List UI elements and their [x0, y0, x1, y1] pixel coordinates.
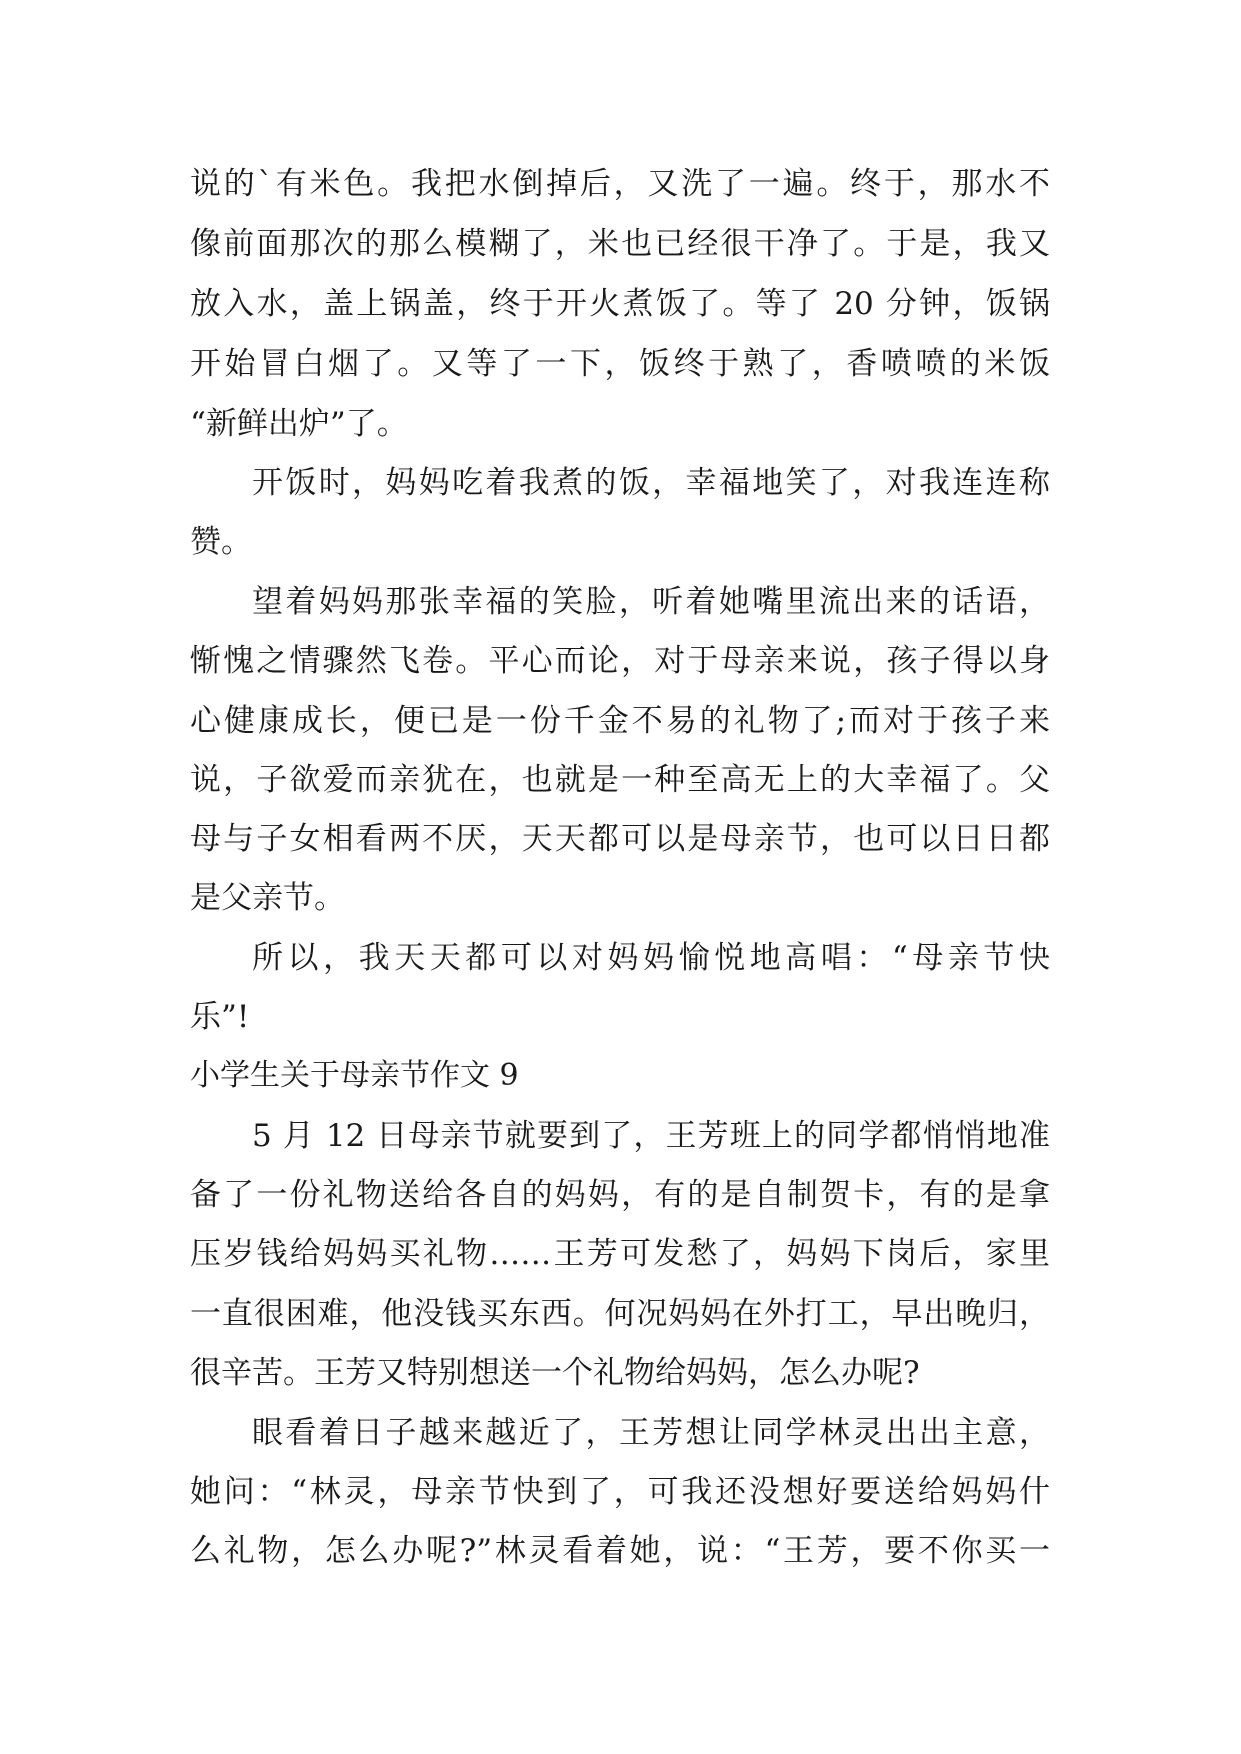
text-line: 乐”!	[190, 999, 250, 1035]
text-line: 说的`有米色。我把水倒掉后，又洗了一遍。终于，那水不	[190, 166, 1050, 202]
text-line: 5 月 12 日母亲节就要到了，王芳班上的同学都悄悄地准	[252, 1118, 1050, 1154]
text-line: 像前面那次的那么模糊了，米也已经很干净了。于是，我又	[190, 226, 1050, 262]
text-line: 压岁钱给妈妈买礼物……王芳可发愁了，妈妈下岗后，家里	[190, 1236, 1050, 1272]
text-line: 她问：“林灵，母亲节快到了，可我还没想好要送给妈妈什	[190, 1474, 1050, 1510]
text-line: 赞。	[190, 524, 252, 560]
text-line: 很辛苦。王芳又特别想送一个礼物给妈妈，怎么办呢?	[190, 1355, 920, 1391]
text-line: 备了一份礼物送给各自的妈妈，有的是自制贺卡，有的是拿	[190, 1177, 1050, 1213]
text-line: 所以，我天天都可以对妈妈愉悦地高唱：“母亲节快	[252, 940, 1050, 976]
text-line: 是父亲节。	[190, 880, 345, 916]
text-line: 开始冒白烟了。又等了一下，饭终于熟了，香喷喷的米饭	[190, 346, 1050, 382]
text-line: 一直很困难，他没钱买东西。何况妈妈在外打工，早出晚归，	[190, 1296, 1050, 1332]
text-line: 开饭时，妈妈吃着我煮的饭，幸福地笑了，对我连连称	[252, 465, 1050, 501]
text-line: 望着妈妈那张幸福的笑脸，听着她嘴里流出来的话语，	[252, 584, 1050, 620]
text-line: “新鲜出炉”了。	[190, 406, 408, 442]
text-line: 放入水，盖上锅盖，终于开火煮饭了。等了 20 分钟，饭锅	[190, 286, 1050, 322]
text-line: 惭愧之情骤然飞卷。平心而论，对于母亲来说，孩子得以身	[190, 643, 1050, 679]
text-line: 眼看着日子越来越近了，王芳想让同学林灵出出主意，	[252, 1415, 1050, 1451]
text-line: 说，子欲爱而亲犹在，也就是一种至高无上的大幸福了。父	[190, 762, 1050, 798]
text-line: 心健康成长，便已是一份千金不易的礼物了;而对于孩子来	[190, 703, 1050, 739]
text-line: 母与子女相看两不厌，天天都可以是母亲节，也可以日日都	[190, 821, 1050, 857]
text-line: 么礼物，怎么办呢?”林灵看着她，说：“王芳，要不你买一	[190, 1533, 1050, 1569]
section-heading: 小学生关于母亲节作文 9	[190, 1058, 519, 1093]
